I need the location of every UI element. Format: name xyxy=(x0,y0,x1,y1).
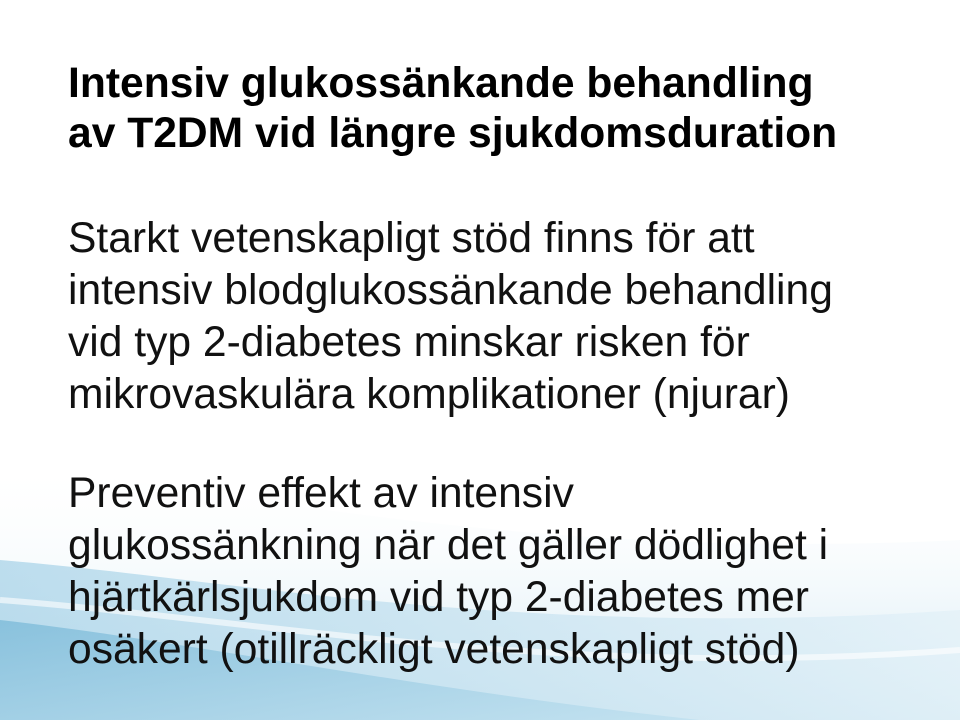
paragraph-1-line-4: mikrovaskulära komplikationer (njurar) xyxy=(68,370,790,418)
paragraph-1 xyxy=(68,212,833,420)
paragraph-2-line-1: Preventiv effekt av intensiv xyxy=(68,469,574,517)
title-line-2: av T2DM vid längre sjukdomsduration xyxy=(68,109,838,157)
paragraph-1-line-3: vid typ 2-diabetes minskar risken för xyxy=(68,318,750,366)
title-line-1: Intensiv glukossänkande behandling xyxy=(68,59,814,107)
paragraph-2-line-3: hjärtkärlsjukdom vid typ 2-diabetes mer xyxy=(68,573,809,621)
paragraph-1-line-2: intensiv blodglukossänkande behandling xyxy=(68,266,833,314)
paragraph-2-line-4: osäkert (otillräckligt vetenskapligt stöd) xyxy=(68,625,800,673)
paragraph-2-line-2: glukossänkning när det gäller dödlighet i xyxy=(68,521,829,569)
paragraph-1-line-1: Starkt vetenskapligt stöd finns för att xyxy=(68,214,755,262)
paragraph-2 xyxy=(68,467,828,675)
slide-title xyxy=(68,58,837,158)
